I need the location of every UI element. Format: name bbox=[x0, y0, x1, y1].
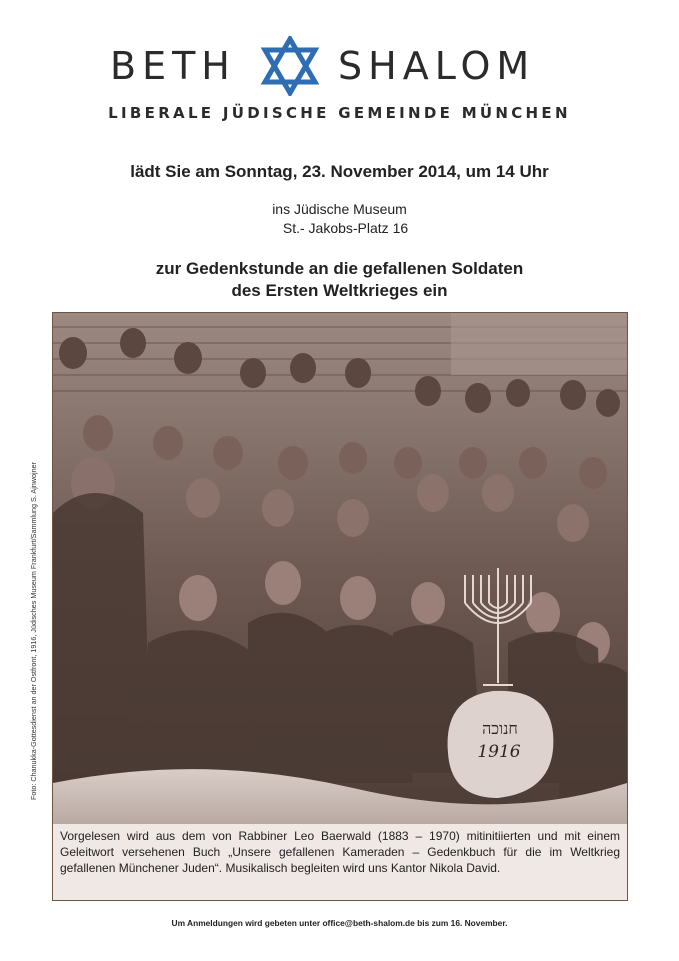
star-of-david-icon bbox=[259, 36, 321, 96]
logo-word-shalom: SHALOM bbox=[338, 44, 536, 88]
headline-line-1: zur Gedenkstunde an die gefallenen Soldaten bbox=[155, 259, 524, 278]
photo-caption: Vorgelesen wird aus dem von Rabbiner Leo Baerwald (1883 – 1970) mitinitiierten und mit einem Geleitwort versehenen Buch „Unsere gefallenen Kameraden – Gedenkbuch für die im Weltkrieg gefallenen Münchener Juden“. Musikalisch begleiten wird uns Kantor Nikola David. bbox=[52, 824, 628, 901]
logo-word-beth: BETH bbox=[110, 44, 236, 88]
stone-inscription-hebrew: חנוכה bbox=[482, 719, 518, 738]
location bbox=[0, 200, 679, 238]
historical-photo bbox=[52, 312, 628, 826]
community-subtitle: LIBERALE JÜDISCHE GEMEINDE MÜNCHEN bbox=[108, 104, 571, 122]
address: St.- Jakobs-Platz 16 bbox=[282, 220, 409, 236]
event-headline bbox=[0, 258, 679, 302]
cabin-roof bbox=[451, 313, 627, 375]
logo bbox=[0, 36, 679, 96]
invitation-line: lädt Sie am Sonntag, 23. November 2014, um 14 Uhr bbox=[130, 162, 549, 181]
photo-illustration bbox=[53, 313, 627, 825]
registration-note: Um Anmeldungen wird gebeten unter office@beth-shalom.de bis zum 16. November. bbox=[171, 918, 508, 928]
headline-line-2: des Ersten Weltkrieges ein bbox=[231, 281, 448, 300]
venue: ins Jüdische Museum bbox=[272, 201, 407, 217]
photo-credit: Foto: Chanukka-Gottesdienst an der Ostfront, 1916, Jüdisches Museum Frankfurt/Sammlung S. Ajnwojner bbox=[29, 462, 38, 800]
stone-inscription-year: 1916 bbox=[477, 742, 521, 762]
